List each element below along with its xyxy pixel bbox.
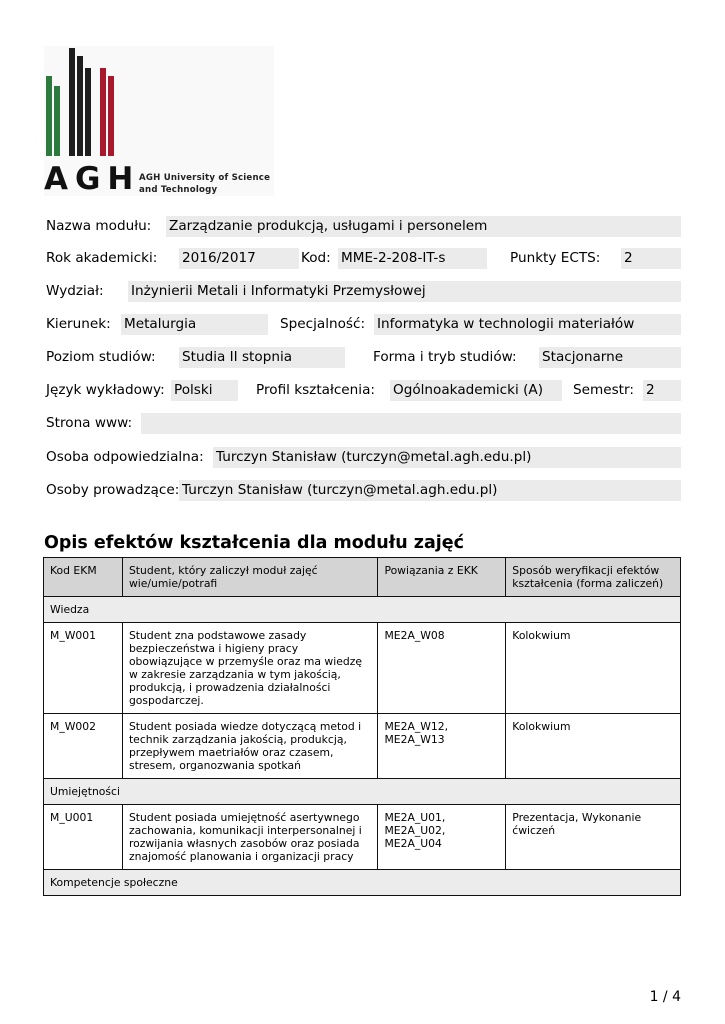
cell-code: M_W002 xyxy=(44,714,123,779)
responsible-label: Osoba odpowiedzialna: xyxy=(46,449,204,465)
instructors-label: Osoby prowadzące: xyxy=(46,482,180,498)
form-value: Stacjonarne xyxy=(539,347,681,368)
header-links: Powiązania z EKK xyxy=(378,558,506,597)
faculty-label: Wydział: xyxy=(46,283,104,299)
group-row-social-competences xyxy=(44,870,681,896)
level-value: Studia II stopnia xyxy=(179,347,345,368)
table-row xyxy=(44,714,681,779)
page-number: 1 / 4 xyxy=(649,989,681,1005)
ects-label: Punkty ECTS: xyxy=(510,250,601,266)
header-verification: Sposób weryfikacji efektów kształcenia (forma zaliczeń) xyxy=(506,558,681,597)
logo-bar-green xyxy=(54,86,60,156)
website-label: Strona www: xyxy=(46,415,133,431)
module-name-label: Nazwa modułu: xyxy=(46,218,152,234)
logo-university-line2: and Technology xyxy=(139,185,218,195)
row-responsible xyxy=(46,447,681,468)
row-field-specialization xyxy=(46,314,681,335)
row-website xyxy=(46,413,681,434)
specialization-value: Informatyka w technologii materiałów xyxy=(374,314,681,335)
ects-value: 2 xyxy=(621,248,681,269)
row-module-name xyxy=(46,216,681,237)
profile-label: Profil kształcenia: xyxy=(256,382,375,398)
section-title: Opis efektów kształcenia dla modułu zajęć xyxy=(44,533,465,553)
logo-bar-red xyxy=(108,76,114,156)
logo-bar-black xyxy=(77,56,83,156)
cell-code: M_U001 xyxy=(44,805,123,870)
field-of-study-label: Kierunek: xyxy=(46,316,111,332)
logo-bar-black xyxy=(85,68,91,156)
cell-links: ME2A_W08 xyxy=(378,623,506,714)
faculty-value: Inżynierii Metali i Informatyki Przemysłowej xyxy=(128,281,681,302)
group-label: Wiedza xyxy=(44,597,681,623)
logo-bar-red xyxy=(100,68,106,156)
semester-value: 2 xyxy=(643,380,681,401)
group-label: Umiejętności xyxy=(44,779,681,805)
table-row xyxy=(44,805,681,870)
logo-bar-green xyxy=(46,76,52,156)
logo-university-line1: AGH University of Science xyxy=(139,173,271,183)
website-value xyxy=(141,413,681,434)
level-label: Poziom studiów: xyxy=(46,349,156,365)
cell-description: Student posiada wiedze dotyczącą metod i technik zarządzania jakością, produkcją, przepływem maetriałów oraz czasem, stresem, organozwania spotkań xyxy=(122,714,378,779)
row-instructors xyxy=(46,480,681,501)
cell-code: M_W001 xyxy=(44,623,123,714)
cell-description: Student posiada umiejętność asertywnego zachowania, komunikacji interpersonalnej i rozwijania własnych zasobów oraz posiada znajomość planowania i organizacji pracy xyxy=(122,805,378,870)
specialization-label: Specjalność: xyxy=(280,316,366,332)
cell-verification: Kolokwium xyxy=(506,623,681,714)
cell-links: ME2A_U01, ME2A_U02, ME2A_U04 xyxy=(378,805,506,870)
cell-description: Student zna podstawowe zasady bezpieczeństwa i higieny pracy obowiązujące w przemyśle oraz ma wiedzę w zakresie zarządzania w tym jakością, produkcją, i prowadzenia działalności gospodarczej. xyxy=(122,623,378,714)
table-row xyxy=(44,623,681,714)
group-row-knowledge xyxy=(44,597,681,623)
row-year-code-ects xyxy=(46,248,681,269)
field-of-study-value: Metalurgia xyxy=(121,314,268,335)
row-level-form xyxy=(46,347,681,368)
form-label: Forma i tryb studiów: xyxy=(373,349,517,365)
language-value: Polski xyxy=(171,380,238,401)
cell-verification: Kolokwium xyxy=(506,714,681,779)
learning-outcomes-table xyxy=(43,557,681,896)
cell-links: ME2A_W12, ME2A_W13 xyxy=(378,714,506,779)
logo-bar-black xyxy=(69,48,75,156)
logo-letters: AGH xyxy=(44,161,141,197)
table-header-row xyxy=(44,558,681,597)
header-description: Student, który zaliczył moduł zajęć wie/umie/potrafi xyxy=(122,558,378,597)
instructors-value: Turczyn Stanisław (turczyn@metal.agh.edu.pl) xyxy=(179,480,681,501)
language-label: Język wykładowy: xyxy=(46,382,165,398)
agh-logo-mark xyxy=(44,46,274,166)
group-row-skills xyxy=(44,779,681,805)
row-faculty xyxy=(46,281,681,302)
agh-logo xyxy=(44,46,274,196)
responsible-value: Turczyn Stanisław (turczyn@metal.agh.edu.pl) xyxy=(213,447,681,468)
row-language-profile-semester xyxy=(46,380,681,401)
module-name-value: Zarządzanie produkcją, usługami i personelem xyxy=(166,216,681,237)
header-code: Kod EKM xyxy=(44,558,123,597)
code-label: Kod: xyxy=(301,250,331,266)
group-label: Kompetencje społeczne xyxy=(44,870,681,896)
academic-year-label: Rok akademicki: xyxy=(46,250,158,266)
semester-label: Semestr: xyxy=(573,382,634,398)
academic-year-value: 2016/2017 xyxy=(179,248,299,269)
profile-value: Ogólnoakademicki (A) xyxy=(390,380,562,401)
cell-verification: Prezentacja, Wykonanie ćwiczeń xyxy=(506,805,681,870)
logo-university-name xyxy=(139,172,270,196)
code-value: MME-2-208-IT-s xyxy=(338,248,487,269)
